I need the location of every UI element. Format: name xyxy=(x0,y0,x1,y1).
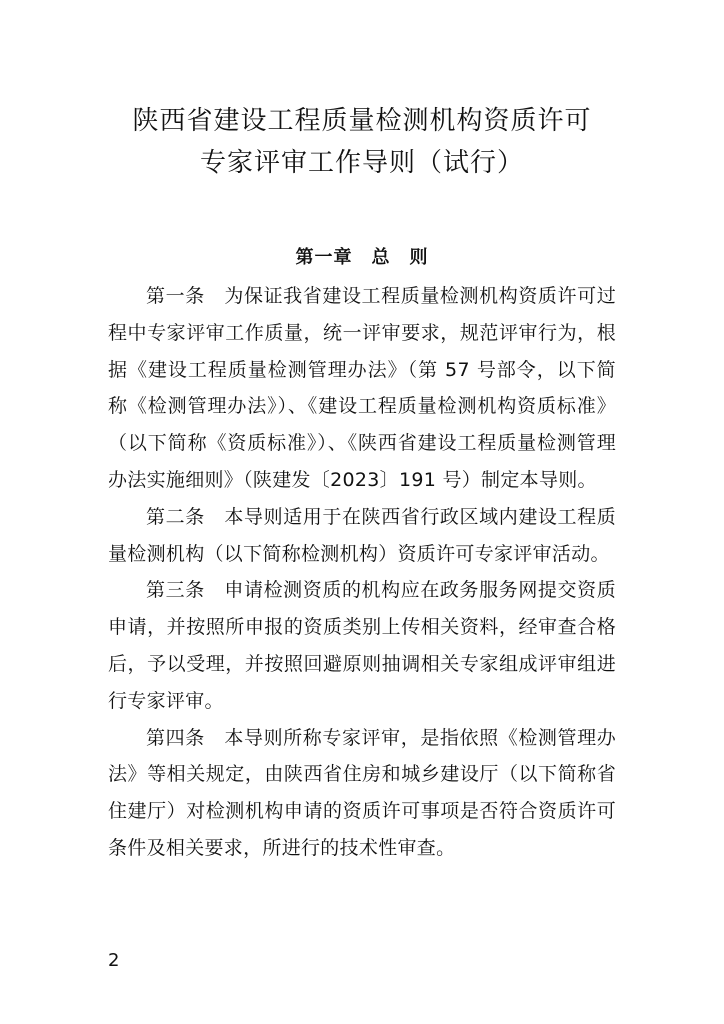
article-1-paragraph: 第一条 为保证我省建设工程质量检测机构资质许可过程中专家评审工作质量，统一评审要求，规范评审行为，根据《建设工程质量检测管理办法》（第 57 号部令，以下简称《检测管理办法》）、《建设工程质量检测机构资质标准》（以下简称《资质标准》）、《陕西省建设工程质量检测管理办法实施细则》（陕建发〔2023〕191 号）制定本导则。 xyxy=(108,285,616,491)
article-3-paragraph: 第三条 申请检测资质的机构应在政务服务网提交资质申请，并按照所申报的资质类别上传相关资料，经审查合格后，予以受理，并按照回避原则抽调相关专家组成评审组进行专家评审。 xyxy=(108,579,616,712)
article-2-paragraph: 第二条 本导则适用于在陕西省行政区域内建设工程质量检测机构（以下简称检测机构）资质许可专家评审活动。 xyxy=(108,505,616,565)
document-title-line-2: 专家评审工作导则（试行） xyxy=(199,148,524,178)
page-number: 2 xyxy=(108,950,120,971)
document-title-line-1: 陕西省建设工程质量检测机构资质许可 xyxy=(132,106,592,136)
chapter-heading: 第一章 总 则 xyxy=(295,247,429,268)
article-4-paragraph: 第四条 本导则所称专家评审，是指依照《检测管理办法》等相关规定，由陕西省住房和城乡建设厅（以下简称省住建厅）对检测机构申请的资质许可事项是否符合资质许可条件及相关要求，所进行的技术性审查。 xyxy=(108,726,616,859)
document-body xyxy=(108,278,616,867)
